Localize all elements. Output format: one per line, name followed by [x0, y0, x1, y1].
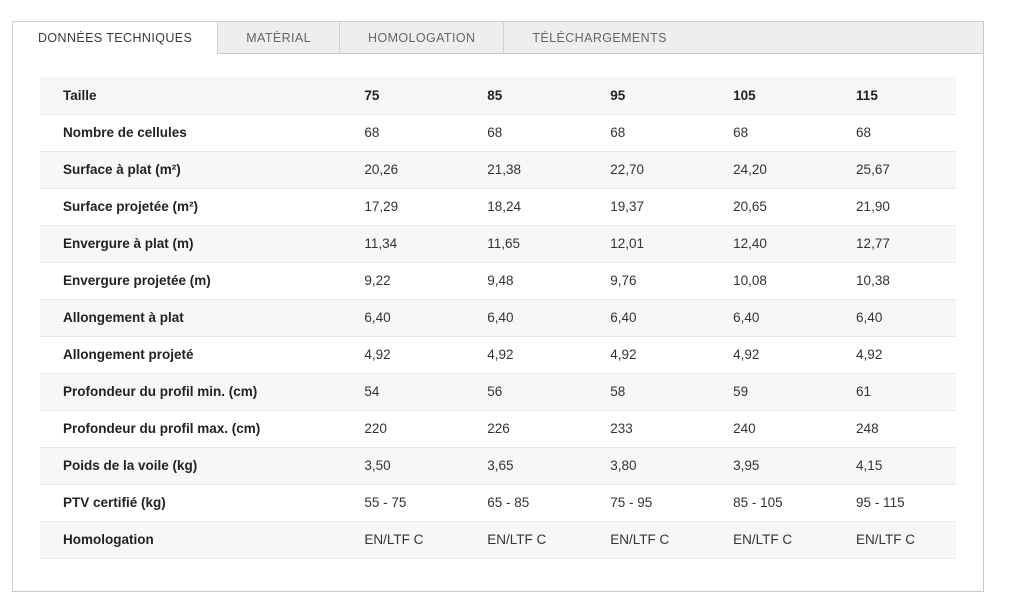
cell-value: EN/LTF C [833, 521, 956, 558]
cell-value: 4,15 [833, 447, 956, 484]
cell-value: 24,20 [710, 151, 833, 188]
row-label: Allongement projeté [40, 336, 341, 373]
cell-value: 95 [587, 77, 710, 114]
row-label: Surface à plat (m²) [40, 151, 341, 188]
cell-value: 10,08 [710, 262, 833, 299]
cell-value: 11,65 [464, 225, 587, 262]
cell-value: 68 [587, 114, 710, 151]
table-row-envergure-a-plat-m [40, 225, 956, 262]
cell-value: 9,22 [341, 262, 464, 299]
cell-value: 11,34 [341, 225, 464, 262]
cell-value: 240 [710, 410, 833, 447]
row-label: Envergure à plat (m) [40, 225, 341, 262]
cell-value: 6,40 [710, 299, 833, 336]
cell-value: 65 - 85 [464, 484, 587, 521]
cell-value: 12,40 [710, 225, 833, 262]
tab-material[interactable]: MATÈRIAL [217, 22, 339, 54]
cell-value: 226 [464, 410, 587, 447]
cell-value: 19,37 [587, 188, 710, 225]
row-label: Homologation [40, 521, 341, 558]
cell-value: 4,92 [464, 336, 587, 373]
cell-value: 4,92 [833, 336, 956, 373]
cell-value: 12,77 [833, 225, 956, 262]
table-row-profondeur-du-profil-min-cm [40, 373, 956, 410]
cell-value: 56 [464, 373, 587, 410]
cell-value: 75 [341, 77, 464, 114]
cell-value: 85 [464, 77, 587, 114]
cell-value: 21,90 [833, 188, 956, 225]
cell-value: 12,01 [587, 225, 710, 262]
cell-value: 68 [710, 114, 833, 151]
cell-value: 4,92 [710, 336, 833, 373]
tab-telechargements[interactable]: TÉLÉCHARGEMENTS [503, 22, 695, 54]
spec-table-body [40, 77, 956, 558]
table-row-allongement-projete [40, 336, 956, 373]
row-label: Poids de la voile (kg) [40, 447, 341, 484]
tab-bar-filler [695, 22, 983, 54]
cell-value: 55 - 75 [341, 484, 464, 521]
cell-value: 54 [341, 373, 464, 410]
tab-bar [13, 22, 983, 54]
cell-value: 6,40 [833, 299, 956, 336]
cell-value: 58 [587, 373, 710, 410]
cell-value: EN/LTF C [587, 521, 710, 558]
table-row-homologation [40, 521, 956, 558]
table-row-envergure-projetee-m [40, 262, 956, 299]
table-row-profondeur-du-profil-max-cm [40, 410, 956, 447]
table-row-nombre-de-cellules [40, 114, 956, 151]
table-row-surface-projetee-m [40, 188, 956, 225]
row-label: Nombre de cellules [40, 114, 341, 151]
cell-value: 3,95 [710, 447, 833, 484]
cell-value: 248 [833, 410, 956, 447]
table-row-allongement-a-plat [40, 299, 956, 336]
cell-value: 17,29 [341, 188, 464, 225]
row-label: Envergure projetée (m) [40, 262, 341, 299]
spec-table [40, 77, 956, 559]
row-label: PTV certifié (kg) [40, 484, 341, 521]
cell-value: 6,40 [341, 299, 464, 336]
tab-homologation[interactable]: HOMOLOGATION [339, 22, 503, 54]
cell-value: 4,92 [341, 336, 464, 373]
row-label: Taille [40, 77, 341, 114]
cell-value: 75 - 95 [587, 484, 710, 521]
cell-value: 3,65 [464, 447, 587, 484]
cell-value: 25,67 [833, 151, 956, 188]
table-row-taille [40, 77, 956, 114]
cell-value: 10,38 [833, 262, 956, 299]
cell-value: 59 [710, 373, 833, 410]
cell-value: 6,40 [464, 299, 587, 336]
cell-value: 3,50 [341, 447, 464, 484]
cell-value: 3,80 [587, 447, 710, 484]
row-label: Allongement à plat [40, 299, 341, 336]
table-row-ptv-certifie-kg [40, 484, 956, 521]
cell-value: 68 [341, 114, 464, 151]
cell-value: 20,65 [710, 188, 833, 225]
table-row-poids-de-la-voile-kg [40, 447, 956, 484]
cell-value: 85 - 105 [710, 484, 833, 521]
table-row-surface-a-plat-m [40, 151, 956, 188]
cell-value: 9,76 [587, 262, 710, 299]
row-label: Profondeur du profil min. (cm) [40, 373, 341, 410]
cell-value: 6,40 [587, 299, 710, 336]
cell-value: 9,48 [464, 262, 587, 299]
cell-value: 21,38 [464, 151, 587, 188]
cell-value: 220 [341, 410, 464, 447]
cell-value: EN/LTF C [464, 521, 587, 558]
cell-value: 68 [833, 114, 956, 151]
cell-value: 22,70 [587, 151, 710, 188]
cell-value: EN/LTF C [341, 521, 464, 558]
cell-value: EN/LTF C [710, 521, 833, 558]
cell-value: 233 [587, 410, 710, 447]
row-label: Profondeur du profil max. (cm) [40, 410, 341, 447]
tab-content [13, 54, 983, 559]
cell-value: 115 [833, 77, 956, 114]
tab-donnees-techniques[interactable]: DONNÉES TECHNIQUES [13, 22, 217, 54]
cell-value: 18,24 [464, 188, 587, 225]
cell-value: 95 - 115 [833, 484, 956, 521]
row-label: Surface projetée (m²) [40, 188, 341, 225]
cell-value: 20,26 [341, 151, 464, 188]
cell-value: 61 [833, 373, 956, 410]
cell-value: 4,92 [587, 336, 710, 373]
cell-value: 105 [710, 77, 833, 114]
cell-value: 68 [464, 114, 587, 151]
spec-panel [12, 21, 984, 592]
